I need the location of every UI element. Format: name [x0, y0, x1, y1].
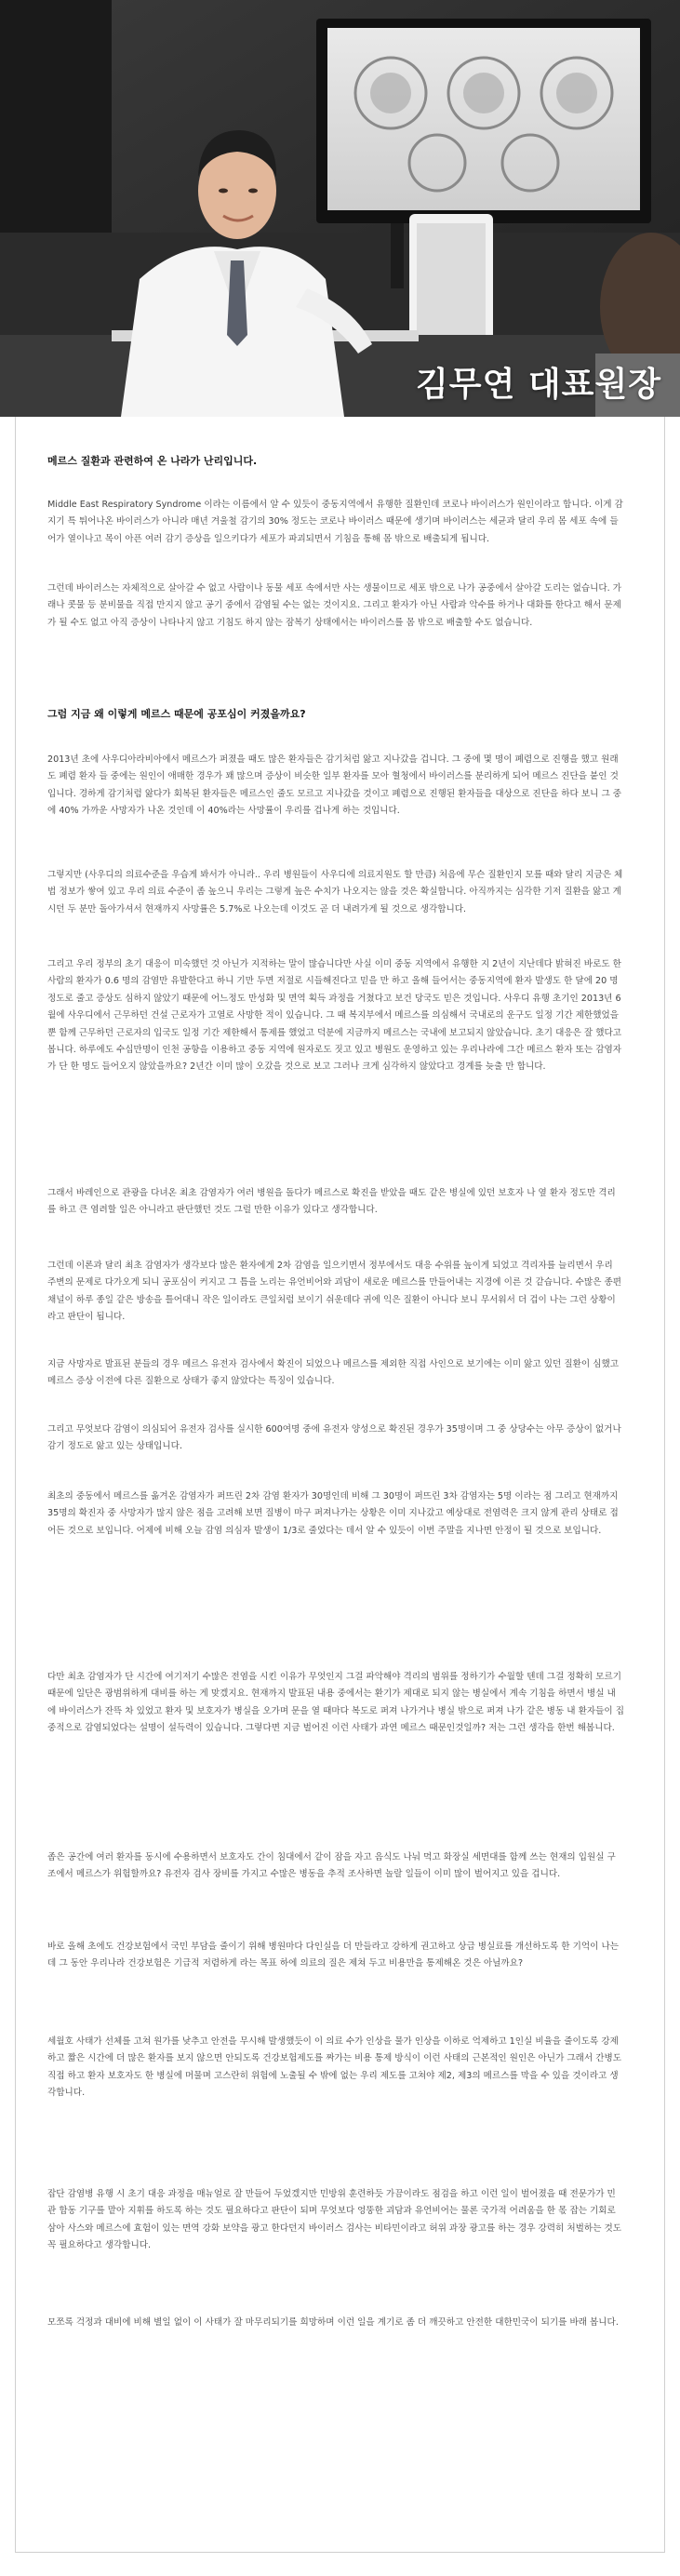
paragraph: 그래서 바레인으로 관광을 다녀온 최초 감염자가 여러 병원을 돌다가 메르스로 확진을 받았을 때도 같은 병실에 있던 보호자 나 옆 환자 정도만 격리를 하고 큰 염려할 일은 아니라고 판단했던 것도 그럴 만한 이유가 있다고 생각합니다. — [47, 1188, 616, 1216]
section-heading-2: 그럼 지금 왜 이렇게 메르스 때문에 공포심이 커졌을까요? — [47, 708, 306, 720]
section-heading-1: 메르스 질환과 관련하여 온 나라가 난리입니다. — [47, 455, 258, 467]
paragraph: 세월호 사태가 선체를 고쳐 원가를 낮추고 안전을 무시해 발생했듯이 이 의료 수가 인상을 물가 인상을 이하로 억제하고 1인실 비율을 줄이도록 강제하고 짧은 시간에 더 많은 환자를 보지 않으면 안되도록 건강보험제도를 짜가는 비용 통제 방식이 이런 사태의 근본적인 원인은 아닌가 그래서 간병도 직접 하고 환자 보호자도 한 병실에 머물며 고스란히 위험에 노출될 수 밖에 없는 우리 제도를 고쳐야 제2, 제3의 메르스를 막을 수 있을 것이라고 생각합니다. — [47, 2036, 622, 2099]
paragraph: 바로 올해 초에도 건강보험에서 국민 부담을 줄이기 위해 병원마다 다인실을 더 만들라고 강하게 권고하고 상급 병실료를 개선하도록 한 기억이 나는데 그 동안 우리나라 건강보험은 기급적 저렴하게 라는 목표 하에 의료의 질은 제쳐 두고 비용만을 통제해온 것은 아닐까요? — [47, 1942, 619, 1969]
paragraph: 2013년 초에 사우디아라비아에서 메르스가 퍼졌을 때도 많은 환자들은 감기처럼 앓고 지나갔을 겁니다. 그 중에 몇 명이 폐렴으로 진행을 했고 원래도 폐렴 환자 들 중에는 원인이 애매한 경우가 꽤 많으며 증상이 비슷한 일부 환자를 모아 혈청에서 바이러스를 분리하게 되어 메르스 진단을 붙인 것입니다. 경하게 감기처럼 앓다가 회복된 환자들은 메르스인 줄도 모르고 지나갔을 것이고 폐렴으로 진행된 환자들을 대상으로 진단을 하다 보니 그 중에 40% 가까운 사망자가 나온 것인데 이 40%라는 사망률이 우리를 겁나게 하는 것입니다. — [47, 754, 622, 817]
paragraph: 잡단 감염병 유행 시 초기 대응 과정을 매뉴얼로 잘 만들어 두었겠지만 민방위 훈련하듯 가끔이라도 점검을 하고 이런 일이 벌어졌을 때 전문가가 민관 합동 기구를 맡아 지휘를 하도록 하는 것도 필요하다고 판단이 되며 무엇보다 엉뚱한 괴담과 유언비어는 물론 국가적 어려움을 한 몫 잡는 기회로 삼아 사스와 메르스에 효험이 있는 면역 강화 보약을 광고 한다던지 바이러스 검사는 비타민이라고 허위 과장 광고를 하는 경우 강력히 처벌하는 것도 꼭 필요하다고 생각합니다. — [47, 2189, 622, 2251]
paragraph: 다만 최초 감염자가 단 시간에 여기저기 수많은 전염을 시킨 이유가 무엇인지 그걸 파악해야 격리의 범위를 정하기가 수월할 텐데 그걸 정확히 모르기 때문에 일단은 광범위하게 대비를 하는 게 맞겠지요. 현재까지 발표된 내용 중에서는 환기가 제대로 되지 않는 병실에서 계속 기침을 하면서 병실 내에 바이러스가 잔뜩 차 있었고 환자 및 보호자가 병실을 오가며 문을 열 때마다 복도로 퍼져 나가거나 병실 밖으로 퍼져 나가 같은 병동 내 환자들이 집중적으로 감염되었다는 설명이 설득력이 있습니다. 그렇다면 지금 벌어진 이런 사태가 과연 메르스 때문인것일까? 저는 그런 생각을 한번 해봅니다. — [47, 1672, 624, 1734]
hero-title: 김무연 대표원장 — [416, 366, 661, 404]
doctor-photo-illustration — [0, 0, 680, 417]
paragraph: 그런데 이론과 달리 최초 감염자가 생각보다 많은 환자에게 2차 감염을 일으키면서 정부에서도 대응 수위를 높이게 되었고 격리자를 늘리면서 우리 주변의 문제로 다가오게 되니 공포심이 커지고 그 틈을 노리는 유언비어와 괴담이 새로운 메르스를 만들어내는 지경에 이른 것 같습니다. 수많은 종편 채널이 하루 종일 같은 방송을 틀어대니 작은 일이라도 큰일처럼 보이기 쉬운데다 귀에 익은 질환이 아니다 보니 무서워서 더 겁이 나는 그런 상황이라고 판단이 됩니다. — [47, 1261, 622, 1323]
paragraph: 그런데 바이러스는 자체적으로 살아갈 수 없고 사람이나 동물 세포 속에서만 사는 생물이므로 세포 밖으로 나가 공중에서 살아갈 도리는 없습니다. 가래나 콧물 등 분비물을 직접 만지지 않고 공기 중에서 감염될 수는 없는 것이지요. 그리고 환자가 아닌 사람과 악수를 하거나 대화를 한다고 해서 문제가 될 수도 없고 아직 증상이 나타나지 않고 기침도 하지 않는 잠복기 상태에서는 바이러스를 몸 밖으로 배출할 수도 없습니다. — [47, 583, 622, 628]
paragraph: 지금 사망자로 발표된 분들의 경우 메르스 유전자 검사에서 확진이 되었으나 메르스를 제외한 직접 사인으로 보기에는 이미 앓고 있던 질환이 심했고 메르스 증상 이전에 다른 질환으로 상태가 좋지 않았다는 특징이 있습니다. — [47, 1359, 619, 1387]
paragraph: 그렇지만 (사우디의 의료수준을 우습게 봐서가 아니라.. 우리 병원들이 사우디에 의료지원도 할 만큼) 처음에 무슨 질환인지 모를 때와 달리 지금은 체법 정보가 쌓여 있고 우리 의료 수준이 좀 높으니 우리는 그렇게 높은 수치가 나오지는 않을 것은 확실합니다. 아직까지는 심각한 기저 질환을 앓고 계시던 두 분만 돌아가셔서 현재까지 사망률은 5.7%로 나오는데 이것도 곧 더 내려가게 될 것으로 생각합니다. — [47, 870, 623, 914]
paragraph: 좁은 공간에 여러 환자를 동시에 수용하면서 보호자도 간이 침대에서 같이 잠을 자고 음식도 나눠 먹고 화장실 세면대를 함께 쓰는 현재의 입원실 구조에서 메르스가 위험할까요? 유전자 검사 장비를 가지고 수많은 병동을 추적 조사하면 놀랄 일들이 이미 많이 벌어지고 있을 겁니다. — [47, 1852, 616, 1880]
hero-photo — [0, 0, 680, 417]
paragraph: 그리고 우리 정부의 초기 대응이 미숙했던 것 아닌가 지적하는 말이 많습니다만 사실 이미 중동 지역에서 유행한 지 2년이 지난데다 밝혀진 바로도 한 사람의 환자가 0.6 명의 감염만 유발한다고 하니 기만 두면 저절로 시들해진다고 믿을 만 하고 올해 들어서는 중동지역에 환자 발생도 한 달에 20 명 정도로 줄고 증상도 심하지 않았기 때문에 어느정도 만성화 및 면역 획득 과정을 거쳤다고 보건 당국도 믿은 것입니다. 사우디 유행 초기인 2013년 6월에 사우디에서 근무하던 건설 근로자가 고열로 사망한 적이 있습니다. 그 때 복지부에서 메르스를 의심해서 국내로의 운구도 일정 기간 제한했었을 뿐 함께 근무하던 근로자의 입국도 일정 기간 제한해서 통제를 했었고 덕분에 지금까지 메르스는 국내에 보고되지 않았습니다. 초기 대응은 잘 했다고 봅니다. 하루에도 수십만명이 인천 공항을 이용하고 중동 지역에 원자로도 짓고 있고 병원도 운영하고 있는 우리나라에 그간 메르스 환자 또는 감염자가 단 한 명도 들어오지 않았을까요? 2년간 이미 많이 오갔을 것으로 보고 그러나 크게 심각하지 않았다고 경계를 늦출 만 합니다. — [47, 959, 622, 1073]
paragraph: 최초의 중동에서 메르스를 옮겨온 감염자가 퍼뜨린 2차 감염 환자가 30명인데 비해 그 30명이 퍼뜨린 3차 감염자는 5명 이라는 점 그리고 현재까지 35명의 확진자 중 사망자가 많지 않은 점을 고려해 보면 질병이 마구 퍼져나가는 상황은 이미 지나갔고 예상대로 전염력은 크지 않게 관리 상태로 접어든 것으로 보입니다. 어제에 비해 오늘 감염 의심자 발생이 1/3로 줄었다는 데서 알 수 있듯이 이번 주말을 지나면 안정이 될 것으로 보입니다. — [47, 1491, 619, 1536]
article-body — [15, 417, 665, 2553]
paragraph: 그리고 무엇보다 감염이 의심되어 유전자 검사를 실시한 600여명 중에 유전자 양성으로 확진된 경우가 35명이며 그 중 상당수는 아무 증상이 없거나 감기 정도로 앓고 있는 상태입니다. — [47, 1424, 621, 1452]
paragraph: Middle East Respiratory Syndrome 이라는 이름에서 알 수 있듯이 중동지역에서 유행한 질환인데 코로나 바이러스가 원인이라고 합니다. 이게 감지기 특 튀어나온 바이러스가 아니라 매년 겨울철 감기의 30% 정도는 코로나 바이러스 때문에 생기며 바이러스는 세균과 달리 우리 몸 세포 속에 들어가 열이나고 목이 아픈 여러 감기 증상을 일으키다가 세포가 파괴되면서 기침을 통해 몸 밖으로 배출되게 됩니다. — [47, 500, 623, 544]
paragraph: 모쪼록 걱정과 대비에 비해 별일 없이 이 사태가 잘 마무리되기를 희망하며 이런 일을 계기로 좀 더 깨끗하고 안전한 대한민국이 되기를 바래 봅니다. — [47, 2317, 619, 2328]
